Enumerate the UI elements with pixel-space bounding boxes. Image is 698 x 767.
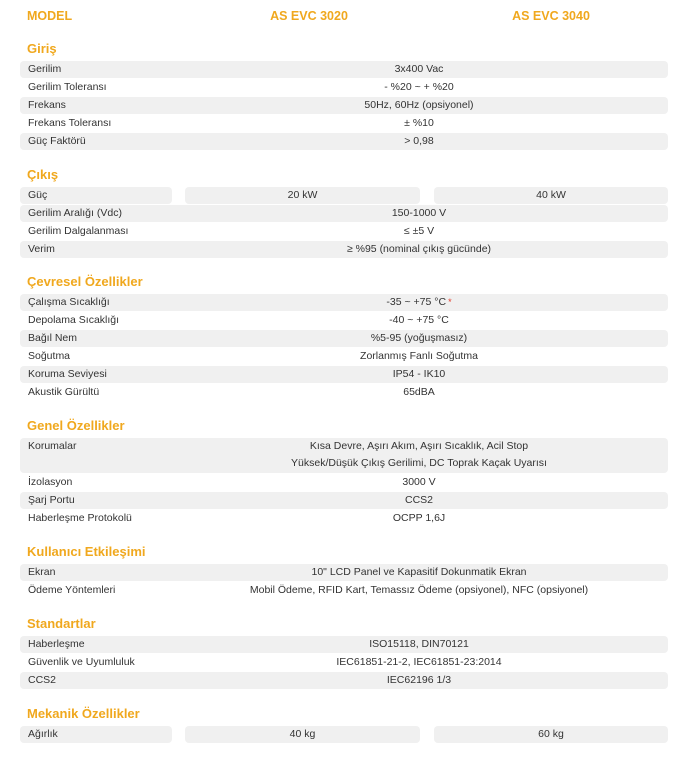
row-value: Mobil Ödeme, RFID Kart, Temassız Ödeme (opsiyonel), NFC (opsiyonel): [249, 584, 589, 596]
row-value: ISO15118, DIN70121: [369, 638, 469, 650]
table-row: [20, 510, 668, 527]
row-label: Ekran: [28, 566, 56, 578]
section-title-standards: Standartlar: [27, 616, 96, 631]
table-row: [20, 115, 668, 132]
row-value: -40 ~ +75 °C: [389, 314, 449, 326]
row-value: 50Hz, 60Hz (opsiyonel): [364, 99, 474, 111]
table-row: [20, 133, 668, 150]
row-label: Koruma Seviyesi: [28, 368, 107, 380]
header-model: MODEL: [27, 9, 73, 23]
row-value: ≥ %95 (nominal çıkış gücünde): [346, 243, 492, 255]
row-label: Soğutma: [28, 350, 71, 362]
table-row: [20, 61, 668, 78]
row-label: Frekans Toleransı: [28, 117, 112, 129]
section-title-output: Çıkış: [27, 167, 59, 182]
table-row: [20, 97, 668, 114]
row-value: 3x400 Vac: [394, 63, 444, 75]
section-title-general: Genel Özellikler: [27, 418, 125, 433]
table-row: [20, 564, 668, 581]
table-row: [20, 223, 668, 240]
row-label: Ağırlık: [28, 728, 58, 740]
row-value-model-a: 40 kg: [185, 726, 420, 743]
row-value-line2: Yüksek/Düşük Çıkış Gerilimi, DC Toprak Kaçak Uyarısı: [291, 457, 547, 469]
row-label: Gerilim Aralığı (Vdc): [28, 207, 122, 219]
row-value-model-a: 20 kW: [185, 187, 420, 204]
row-value: -35 ~ +75 °C: [386, 296, 447, 308]
row-value-model-b: 60 kg: [434, 726, 668, 743]
row-value: ≤ ±5 V: [403, 225, 435, 237]
table-row: [20, 241, 668, 258]
section-title-environmental: Çevresel Özellikler: [27, 274, 143, 289]
table-row: [20, 474, 668, 491]
table-row: [20, 438, 668, 473]
row-label: Çalışma Sıcaklığı: [28, 296, 110, 308]
row-label: CCS2: [28, 674, 57, 686]
row-label: Gerilim: [28, 63, 62, 75]
table-row: [20, 294, 668, 311]
row-value: %5-95 (yoğuşmasız): [370, 332, 468, 344]
row-label: Ödeme Yöntemleri: [28, 584, 116, 596]
table-row: [20, 726, 668, 743]
row-value: > 0,98: [404, 135, 434, 147]
row-label: İzolasyon: [28, 476, 73, 488]
table-row: [20, 187, 668, 204]
row-label: Güç Faktörü: [28, 135, 86, 147]
table-row: [20, 366, 668, 383]
row-value: Zorlanmış Fanlı Soğutma: [360, 350, 478, 362]
table-row: [20, 312, 668, 329]
table-row: [20, 582, 668, 599]
row-value-model-b: 40 kW: [434, 187, 668, 204]
row-value: IEC62196 1/3: [386, 674, 452, 686]
row-label: Gerilim Toleransı: [28, 81, 107, 93]
header-model-a: AS EVC 3020: [270, 9, 348, 23]
footnote-mark: *: [448, 297, 452, 307]
row-label: Haberleşme Protokolü: [28, 512, 132, 524]
table-row: [20, 654, 668, 671]
row-label: Korumalar: [28, 440, 77, 452]
table-row: [20, 672, 668, 689]
row-label: Depolama Sıcaklığı: [28, 314, 120, 326]
row-value: ± %10: [404, 117, 434, 129]
row-value: - %20 ~ + %20: [384, 81, 454, 93]
table-row: [20, 205, 668, 222]
table-row: [20, 636, 668, 653]
row-value: IP54 - IK10: [392, 368, 446, 380]
row-label: Bağıl Nem: [28, 332, 78, 344]
table-header: [0, 9, 698, 25]
row-value: IEC61851-21-2, IEC61851-23:2014: [336, 656, 502, 668]
row-label: Güç: [28, 189, 48, 201]
row-label: Akustik Gürültü: [28, 386, 100, 398]
table-row: [20, 384, 668, 401]
row-value: CCS2: [404, 494, 433, 506]
section-title-mechanical: Mekanik Özellikler: [27, 706, 140, 721]
header-model-b: AS EVC 3040: [512, 9, 590, 23]
table-row: [20, 330, 668, 347]
row-label: Verim: [28, 243, 55, 255]
row-value: 150-1000 V: [391, 207, 447, 219]
section-title-user-interaction: Kullanıcı Etkileşimi: [27, 544, 146, 559]
section-title-input: Giriş: [27, 41, 57, 56]
row-label: Haberleşme: [28, 638, 85, 650]
row-value: 65dBA: [403, 386, 435, 398]
row-value: 10" LCD Panel ve Kapasitif Dokunmatik Ekran: [311, 566, 527, 578]
row-value: 3000 V: [402, 476, 436, 488]
table-row: [20, 79, 668, 96]
table-row: [20, 492, 668, 509]
table-row: [20, 348, 668, 365]
row-label: Gerilim Dalgalanması: [28, 225, 129, 237]
row-value: OCPP 1,6J: [392, 512, 446, 524]
row-label: Frekans: [28, 99, 66, 111]
row-value-line1: Kısa Devre, Aşırı Akım, Aşırı Sıcaklık, Acil Stop: [309, 440, 529, 452]
row-label: Şarj Portu: [28, 494, 75, 506]
row-label: Güvenlik ve Uyumluluk: [28, 656, 135, 668]
